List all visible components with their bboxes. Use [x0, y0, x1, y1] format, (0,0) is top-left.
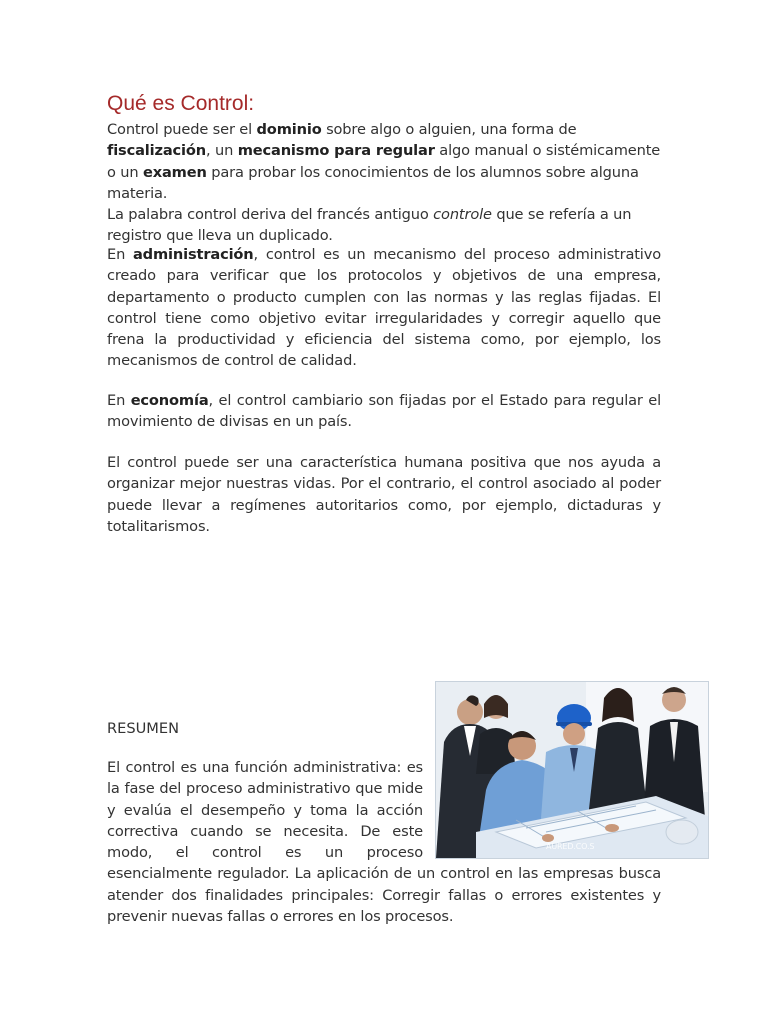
- etymology-text: que se refería a un registro que lleva un duplicado.: [107, 206, 632, 245]
- summary-text: El control es una función administrativa: es la fase del proceso administrativo que mide y evalúa el desempeño y toma la acción correctiva cuando se necesita. De este modo, el control es un proceso esencialmente regulador. La aplicación de un control en las empresas busca atender dos finalidades principales: Corregir fallas o errores existentes y prevenir nuevas fallas o errores en los procesos.: [107, 759, 661, 926]
- intro-text: Control puede ser el: [107, 121, 257, 138]
- economy-section: [107, 390, 661, 433]
- intro-text: para probar los conocimientos de los alumnos sobre alguna materia.: [107, 163, 639, 202]
- etymology-text: La palabra control deriva del francés antiguo: [107, 206, 434, 224]
- etymology-italic-word: controle: [433, 206, 492, 224]
- intro-bold-term: fiscalización: [107, 142, 207, 160]
- administration-paragraph: [107, 244, 661, 372]
- business-meeting-photo: [435, 681, 709, 859]
- economy-bold-term: economía: [130, 392, 209, 409]
- administration-section: [107, 244, 661, 372]
- human-control-paragraph: El control puede ser una característica humana positiva que nos ayuda a organizar mejor nuestras vidas. Por el contrario, el control asociado al poder puede llevar a regímenes autoritarios como, por ejemplo, dictaduras y totalitarismos.: [107, 454, 661, 535]
- intro-bold-term: mecanismo para regular: [237, 142, 435, 160]
- intro-text: , un: [206, 142, 238, 160]
- photo-illustration: [436, 682, 708, 858]
- intro-paragraph-etymology: [107, 204, 661, 247]
- intro-bold-term: dominio: [256, 121, 322, 138]
- administration-bold-term: administración: [132, 246, 254, 263]
- photo-watermark: AURED.CO.S: [546, 842, 595, 851]
- human-control-section: [107, 452, 661, 537]
- summary-section: [107, 757, 661, 927]
- administration-text: En: [107, 246, 133, 263]
- administration-text: , control es un mecanismo del proceso administrativo creado para verificar que los protocolos y objetivos de una empresa, departamento o producto cumplen con las normas y las reglas fijadas. El control tiene como objetivo evitar irregularidades y corregir aquello que frena la productividad y eficiencia del sistema como, por ejemplo, los mecanismos de control de calidad.: [107, 246, 661, 370]
- summary-heading: RESUMEN: [107, 720, 180, 737]
- economy-paragraph: [107, 390, 661, 433]
- economy-text: En: [107, 392, 131, 409]
- page-title: Qué es Control:: [107, 92, 255, 115]
- intro-paragraph-definition: [107, 119, 661, 204]
- intro-text: algo manual o sistémicamente o un: [107, 142, 661, 181]
- intro-section: [107, 119, 661, 247]
- intro-text: sobre algo o alguien, una forma de: [321, 121, 577, 138]
- economy-text: , el control cambiario son fijadas por el Estado para regular el movimiento de divisas en un país.: [107, 392, 661, 431]
- intro-bold-term: examen: [142, 163, 207, 181]
